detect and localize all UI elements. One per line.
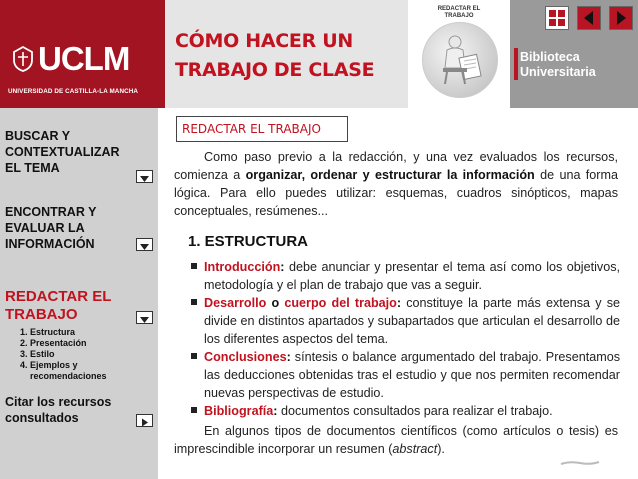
sidebar-subitem-ejemplos[interactable]: 4. Ejemplos y (20, 360, 78, 370)
sidebar-item-title (5, 128, 155, 176)
keyword: Conclusiones (204, 350, 287, 364)
sidebar-title-line: ENCONTRAR Y (5, 205, 97, 219)
intro-text: Como paso previo a la redacción, y una vez evaluados los recursos, comienza a (174, 150, 618, 182)
library-name-line-2: Universitaria (520, 65, 596, 79)
list-item-introduccion (190, 258, 620, 294)
sidebar-subitem-text: recomendaciones (30, 371, 107, 381)
keyword: Introducción (204, 260, 281, 274)
bullet-square-icon (191, 299, 197, 305)
expand-buscar-button[interactable] (136, 170, 153, 183)
intro-bold-text: organizar, ordenar y estructurar la información (245, 168, 535, 182)
navigation-buttons (515, 6, 635, 30)
bullet-square-icon (191, 407, 197, 413)
sidebar-item-title-active (5, 288, 155, 324)
keyword-colon: : (280, 260, 285, 274)
sidebar-subitem-estructura[interactable]: 1. Estructura (20, 327, 76, 337)
section-label-box (176, 116, 348, 142)
sidebar-title-line: Citar los recursos (5, 395, 112, 409)
decorative-stroke-icon (560, 460, 600, 466)
sidebar-item-title (5, 394, 155, 426)
section-thumbnail (408, 0, 510, 108)
sidebar-item-buscar[interactable] (5, 128, 155, 176)
sidebar-subitem-ejemplos-cont[interactable] (20, 371, 155, 382)
uclm-logo-text: UCLM (38, 40, 130, 77)
sidebar-item-title (5, 204, 155, 252)
expand-redactar-button[interactable] (136, 311, 153, 324)
header (0, 0, 638, 108)
bullet-square-icon (191, 353, 197, 359)
triangle-down-icon (137, 173, 152, 184)
main-content (160, 108, 638, 479)
keyword: Desarrollo (204, 296, 267, 310)
thumbnail-caption (408, 6, 510, 20)
triangle-right-icon (137, 417, 152, 428)
bullet-square-icon (191, 263, 197, 269)
university-emblem-icon (12, 46, 34, 72)
sidebar-title-line: EL TEMA (5, 161, 60, 175)
go-citar-button[interactable] (136, 414, 153, 427)
previous-page-button[interactable] (577, 6, 601, 30)
sidebar-item-redactar[interactable] (5, 288, 155, 382)
menu-grid-button[interactable] (545, 6, 569, 30)
next-page-button[interactable] (609, 6, 633, 30)
sidebar-title-line: INFORMACIÓN (5, 237, 95, 251)
sidebar-title-line: REDACTAR EL (5, 288, 112, 305)
list-item-desarrollo (190, 294, 620, 348)
closing-text-end: ). (437, 442, 445, 456)
list-item-text: síntesis o balance argumentado del trabajo. Presentamos las deducciones obtenidas tras el estudio y que nos permiten recomendar nuevas perspectivas de estudio. (204, 350, 620, 400)
keyword-colon: : (286, 350, 291, 364)
intro-text-end: de una forma lógica. Para ello puedes utilizar: esquemas, cuadros sinópticos, mapas conceptuales, resúmenes... (174, 168, 618, 218)
sidebar-title-line: TRABAJO (5, 306, 78, 323)
expand-encontrar-button[interactable] (136, 238, 153, 251)
keyword-connector: o (266, 296, 285, 310)
sidebar-subitem-estilo[interactable]: 3. Estilo (20, 349, 55, 359)
keyword-colon: : (273, 404, 278, 418)
sidebar-item-encontrar[interactable] (5, 204, 155, 252)
intro-paragraph (174, 148, 618, 220)
list-item-conclusiones (190, 348, 620, 402)
uclm-logo-panel[interactable] (0, 0, 165, 108)
library-name-line-1: Biblioteca (520, 50, 580, 64)
list-item-text: debe anunciar y presentar el tema así como los objetivos, metodología y el plan de trabajo que vas a seguir. (204, 260, 620, 292)
list-item-text: constituye la parte más extensa y se divide en distintos apartados y subapartados que articulan el desarrollo de los diferentes aspectos del tema. (204, 296, 621, 346)
page-title-line-2: TRABAJO DE CLASE (175, 59, 375, 81)
writing-figure-icon (439, 34, 483, 86)
keyword: Bibliografía (204, 404, 274, 418)
closing-italic-text: abstract (392, 442, 438, 456)
sidebar-title-line: CONTEXTUALIZAR (5, 145, 120, 159)
next-arrow-icon (610, 7, 632, 29)
closing-paragraph (174, 422, 618, 458)
prev-arrow-icon (578, 7, 600, 29)
grid-icon (546, 7, 568, 29)
sidebar-title-line: consultados (5, 411, 79, 425)
sidebar-item-citar[interactable] (5, 394, 155, 426)
triangle-down-icon (137, 241, 152, 252)
thumbnail-caption-line-1: REDACTAR EL (437, 6, 481, 12)
library-panel (510, 0, 638, 108)
keyword: cuerpo del trabajo (284, 296, 397, 310)
sidebar-subitem-presentacion[interactable]: 2. Presentación (20, 338, 87, 348)
structure-list (190, 258, 620, 420)
list-item-bibliografia (190, 402, 620, 420)
sidebar-title-line: EVALUAR LA (5, 221, 85, 235)
keyword-colon: : (396, 296, 402, 310)
sidebar (0, 108, 158, 479)
closing-text: En algunos tipos de documentos científicos (como artículos o tesis) es imprescindible incorporar un resumen ( (174, 424, 618, 456)
section-label: REDACTAR EL TRABAJO (182, 122, 321, 136)
sidebar-sublist (20, 327, 155, 382)
thumbnail-caption-line-2: TRABAJO (444, 13, 474, 19)
list-item-text: documentos consultados para realizar el trabajo. (277, 404, 553, 418)
uclm-logo-subtitle: UNIVERSIDAD DE CASTILLA-LA MANCHA (8, 88, 139, 95)
title-panel (165, 0, 408, 108)
structure-heading: 1. ESTRUCTURA (188, 233, 309, 250)
triangle-down-icon (137, 314, 152, 325)
page-title-line-1: CÓMO HACER UN (175, 30, 353, 52)
sidebar-title-line: BUSCAR Y (5, 129, 71, 143)
